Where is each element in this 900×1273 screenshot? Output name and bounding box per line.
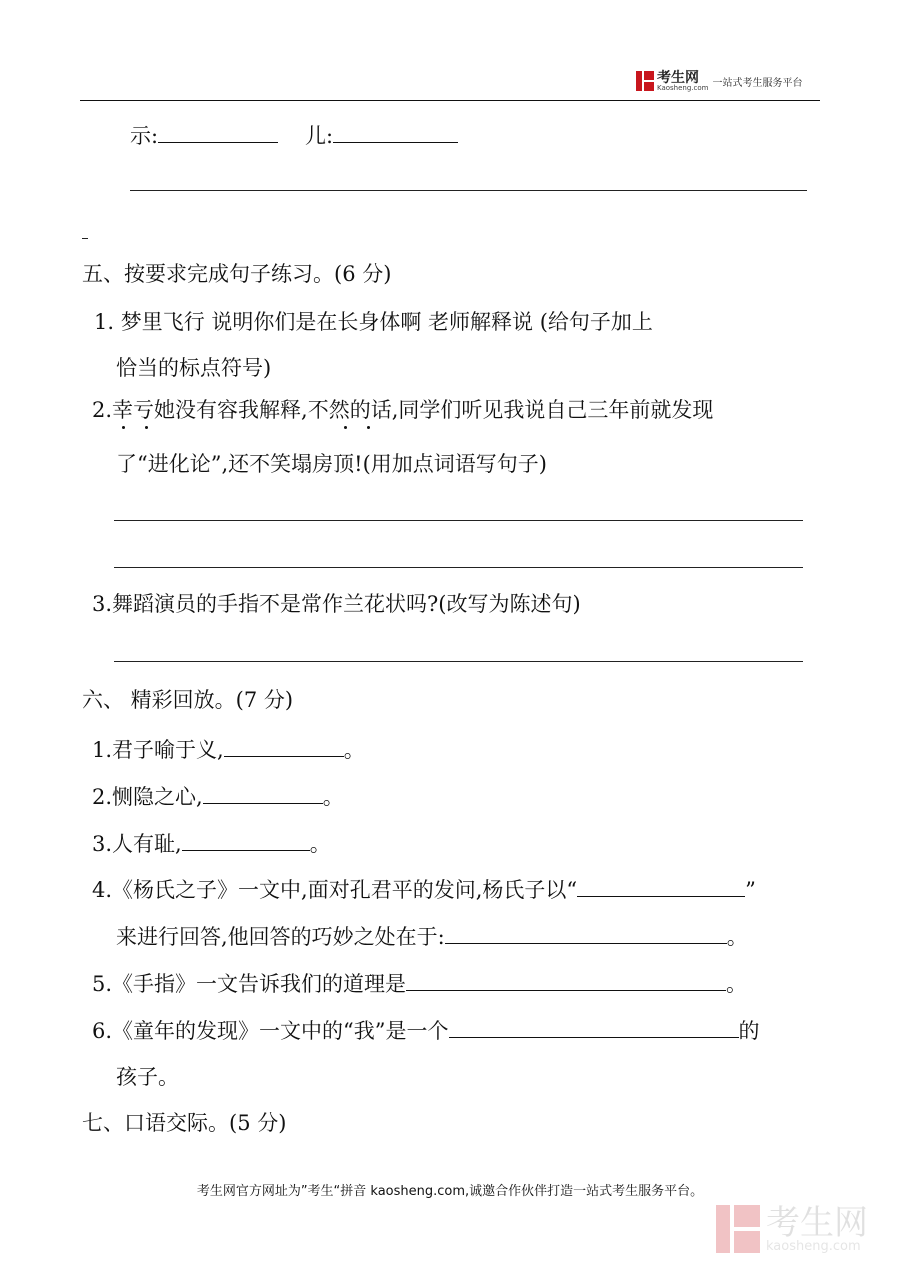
section5-q2-line1: 2.幸亏她没有容我解释,不然的话,同学们听见我说自己三年前就发现 [92, 398, 714, 422]
logo-en: Kaosheng.com [657, 83, 709, 92]
section6-q6-line2: 孩子。 [116, 1065, 179, 1089]
emphasis-dot [344, 426, 347, 429]
watermark-cn: 考生网 [766, 1202, 868, 1243]
q4-text: 4.《杨氏之子》一文中,面对孔君平的发问,杨氏子以“ [92, 878, 578, 902]
answer-line-q2b[interactable] [114, 567, 803, 568]
stray-mark [82, 238, 88, 239]
watermark-text [766, 1202, 868, 1254]
section6-q1 [92, 734, 365, 764]
q2-blank[interactable] [203, 781, 323, 804]
section6-q6 [92, 1015, 760, 1045]
watermark [716, 1202, 868, 1254]
q4-blank-b[interactable] [445, 921, 727, 944]
q1-end: 。 [343, 738, 365, 762]
q3-text: 3.人有耻, [92, 832, 182, 856]
q5-end: 。 [726, 972, 748, 996]
q6-post: 的 [738, 1019, 760, 1043]
section6-q4-line2 [116, 921, 748, 951]
q4-end: 。 [726, 925, 748, 949]
section5-q3: 3.舞蹈演员的手指不是常作兰花状吗?(改写为陈述句) [92, 592, 581, 616]
section5-title: 五、按要求完成句子练习。(6 分) [82, 262, 392, 286]
section5-q1-line2: 恰当的标点符号) [116, 356, 272, 380]
q4-blank-a[interactable] [577, 874, 745, 897]
section6-q2 [92, 781, 344, 811]
emphasis-dot [367, 426, 370, 429]
section6-q5 [92, 968, 747, 998]
q2-text: 2.恻隐之心, [92, 785, 203, 809]
q2-end: 。 [322, 785, 344, 809]
shi-label: 示: [130, 124, 159, 148]
q1-text: 1.君子喻于义, [92, 738, 224, 762]
q3-blank[interactable] [182, 828, 310, 851]
watermark-en: kaosheng.com [766, 1238, 861, 1254]
header-logo [636, 70, 803, 92]
section6-title: 六、 精彩回放。(7 分) [82, 688, 294, 712]
q6-text: 6.《童年的发现》一文中的“我”是一个 [92, 1019, 449, 1043]
watermark-logo-icon [716, 1205, 760, 1253]
logo-cn: 考生网 [657, 69, 699, 86]
q5-text: 5.《手指》一文告诉我们的道理是 [92, 972, 407, 996]
section5-q2-line2: 了“进化论”,还不笑塌房顶!(用加点词语写句子) [116, 452, 547, 476]
section7-title: 七、口语交际。(5 分) [82, 1111, 287, 1135]
logo-mark-icon [636, 71, 654, 91]
header-rule [80, 100, 820, 101]
q4-close-quote: ” [745, 878, 756, 902]
answer-line-q3[interactable] [114, 661, 803, 662]
answer-line-top[interactable] [130, 190, 807, 191]
emphasis-dot [145, 426, 148, 429]
logo-text [657, 71, 709, 92]
section6-q3 [92, 828, 331, 858]
shi-label-row [130, 120, 278, 150]
q5-blank[interactable] [406, 968, 726, 991]
er-blank[interactable] [333, 120, 458, 143]
answer-line-q2a[interactable] [114, 520, 803, 521]
er-label: 儿: [305, 124, 334, 148]
q4-line2-text: 来进行回答,他回答的巧妙之处在于: [116, 925, 445, 949]
section6-q4-line1 [92, 874, 756, 904]
footer-text: 考生网官方网址为”考生“拼音 kaosheng.com,诚邀合作伙伴打造一站式考生服务平台。 [196, 1184, 704, 1199]
header-slogan: 一站式考生服务平台 [712, 77, 803, 89]
shi-blank[interactable] [158, 120, 278, 143]
q6-blank[interactable] [449, 1015, 739, 1038]
section5-q1-line1: 1. 梦里飞行 说明你们是在长身体啊 老师解释说 (给句子加上 [94, 310, 653, 334]
er-label-row [305, 120, 458, 150]
q1-blank[interactable] [224, 734, 344, 757]
q3-end: 。 [309, 832, 331, 856]
emphasis-dot [122, 426, 125, 429]
